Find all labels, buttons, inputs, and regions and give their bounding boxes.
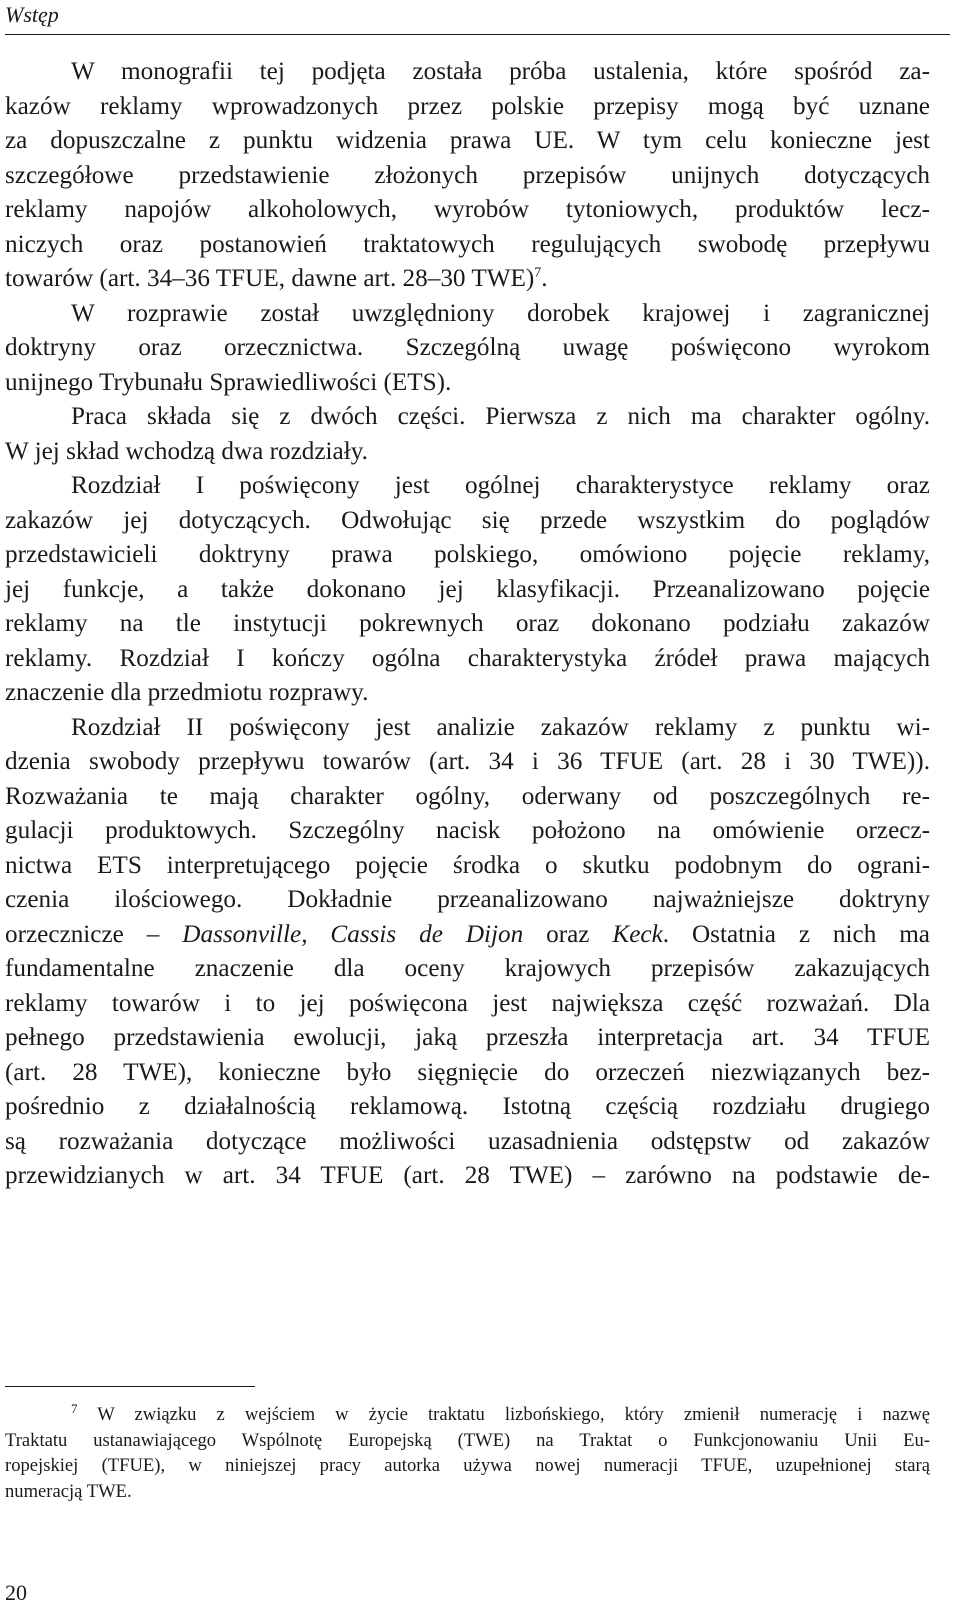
text-line: jej funkcje, a także dokonano jej klasyfikacji. Przeanalizowano pojęcie [5,575,930,603]
text-line: Rozdział I poświęcony jest ogólnej charakterystyce reklamy oraz [71,472,930,499]
text-line: fundamentalne znaczenie dla oceny krajowych przepisów zakazujących [5,955,930,982]
footnote [5,1402,930,1504]
text-line: szczegółowe przedstawienie złożonych przepisów unijnych dotyczących [5,161,930,189]
text-line: pośrednio z działalnością reklamową. Istotną częścią rozdziału drugiego [5,1093,930,1120]
footnote-reference: 7 [534,265,542,281]
footnote-rule [5,1386,255,1387]
page-number: 20 [5,1580,27,1605]
text-line: reklamy. Rozdział I kończy ogólna charakterystyka źródeł prawa mających [5,644,930,672]
text-line: Rozdział II poświęcony jest analizie zakazów reklamy z punktu wi- [71,713,930,741]
text-fragment: towarów (art. 34–36 TFUE, dawne art. 28–30 TWE) [5,265,535,292]
text-line: doktryny oraz orzecznictwa. Szczególną uwagę poświęcono wyrokom [5,334,930,361]
text-line: gulacji produktowych. Szczególny nacisk położono na omówienie orzecz- [5,817,930,844]
text-line: reklamy towarów i to jej poświęcona jest największa część rozważań. Dla [5,989,930,1017]
footnote-line: Traktatu ustanawiającego Wspólnotę Europejską (TWE) na Traktat o Funkcjonowaniu Unii Eu- [5,1429,930,1451]
running-head: Wstęp [5,2,59,27]
text-line: przedstawicieli doktryny prawa polskiego, omówiono pojęcie reklamy, [5,541,930,568]
text-line: kazów reklamy wprowadzonych przez polskie przepisy mogą być uznane [5,92,930,120]
text-fragment: W związku z wejściem w życie traktatu lizbońskiego, który zmienił numerację i nazwę [77,1404,930,1425]
case-name: Keck [612,920,663,948]
text-line: W monografii tej podjęta została próba ustalenia, które spośród za- [71,58,930,85]
text-line: zakazów jej dotyczących. Odwołując się przede wszystkim do poglądów [5,506,930,534]
case-names: Dassonville, Cassis de Dijon [182,920,524,948]
text-fragment: . [541,265,548,292]
main-text [5,55,930,1194]
text-fragment: . Ostatnia z nich ma [662,920,930,948]
text-line: pełnego przedstawienia ewolucji, jaką przeszła interpretacja art. 34 TFUE [5,1024,930,1051]
text-fragment: orzecznicze – [5,920,183,948]
text-line [5,262,930,297]
text-line: przewidzianych w art. 34 TFUE (art. 28 TWE) – zarówno na podstawie de- [5,1162,930,1189]
text-line: za dopuszczalne z punktu widzenia prawa UE. W tym celu konieczne jest [5,127,930,154]
text-line: reklamy na tle instytucji pokrewnych oraz dokonano podziału zakazów [5,610,930,637]
text-line: Rozważania te mają charakter ogólny, oderwany od poszczególnych re- [5,782,930,810]
text-line [5,918,930,953]
text-line: unijnego Trybunału Sprawiedliwości (ETS). [5,368,452,396]
text-fragment: oraz [523,920,613,948]
header-rule [5,34,950,35]
footnote-number: 7 [71,1400,78,1416]
text-line: dzenia swobody przepływu towarów (art. 34 i 36 TFUE (art. 28 i 30 TWE)). [5,748,930,775]
text-line: niczych oraz postanowień traktatowych regulujących swobodę przepływu [5,230,930,258]
text-line: reklamy napojów alkoholowych, wyrobów tytoniowych, produktów lecz- [5,196,930,223]
text-line: W jej skład wchodzą dwa rozdziały. [5,437,368,465]
footnote-line: numeracją TWE. [5,1480,132,1502]
text-line: czenia ilościowego. Dokładnie przeanalizowano najważniejsze doktryny [5,886,930,913]
footnote-line [5,1402,930,1428]
text-line: są rozważania dotyczące możliwości uzasadnienia odstępstw od zakazów [5,1127,930,1155]
text-line: znaczenie dla przedmiotu rozprawy. [5,679,369,706]
text-line: W rozprawie został uwzględniony dorobek krajowej i zagranicznej [71,299,930,327]
text-line: nictwa ETS interpretującego pojęcie środka o skutku podobnym do ograni- [5,851,930,879]
text-line: (art. 28 TWE), konieczne było sięgnięcie do orzeczeń niezwiązanych bez- [5,1058,930,1086]
text-line: Praca składa się z dwóch części. Pierwsza z nich ma charakter ogólny. [71,403,930,430]
footnote-line: ropejskiej (TFUE), w niniejszej pracy autorka używa nowej numeracji TFUE, uzupełnionej starą [5,1455,930,1476]
